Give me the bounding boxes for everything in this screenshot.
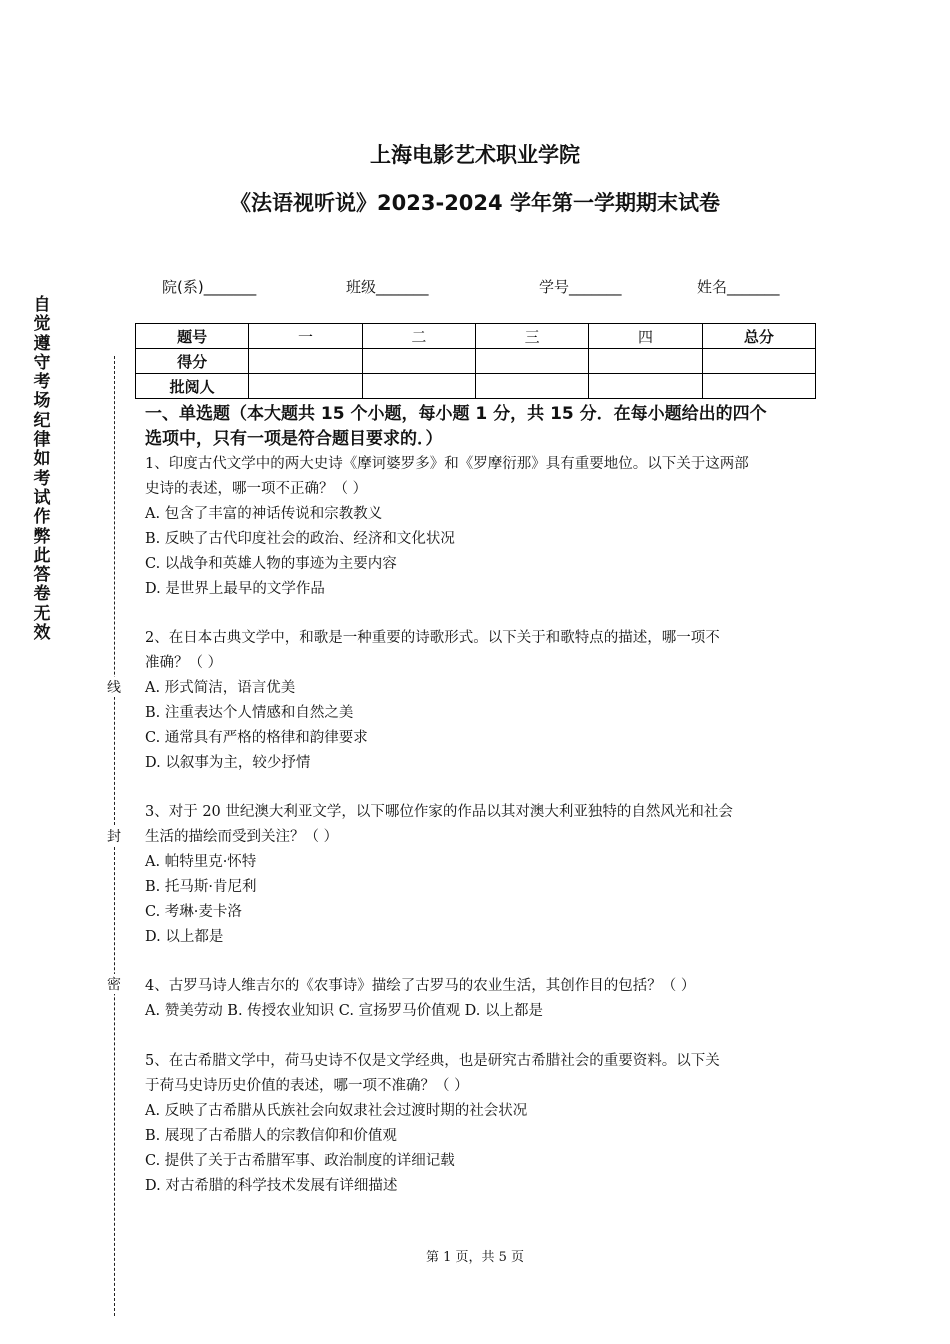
score-table-header-cell: 二 (362, 324, 475, 349)
score-table-header-cell: 题号 (136, 324, 249, 349)
page-number: 第 1 页，共 5 页 (425, 1250, 525, 1265)
question-3-option-d: D. 以上都是 (145, 929, 224, 945)
section-heading-line2: 选项中，只有一项是符合题目要求的．） (145, 429, 443, 449)
score-cell[interactable] (475, 349, 588, 374)
grader-cell[interactable] (249, 374, 362, 399)
question-1-stem-cont: 史诗的表述，哪一项不正确？（ ） (145, 481, 368, 497)
score-cell[interactable] (249, 349, 362, 374)
question-2-option-a: A. 形式简洁，语言优美 (145, 680, 296, 696)
question-1-option-b: B. 反映了古代印度社会的政治、经济和文化状况 (145, 531, 455, 547)
grader-cell[interactable] (702, 374, 815, 399)
question-5-option-d: D. 对古希腊的科学技术发展有详细描述 (145, 1178, 398, 1194)
question-5-option-a: A. 反映了古希腊从氏族社会向奴隶社会过渡时期的社会状况 (145, 1103, 528, 1119)
question-4-stem: 4、古罗马诗人维吉尔的《农事诗》描绘了古罗马的农业生活，其创作目的包括？（ ） (145, 978, 696, 994)
score-table-grader-row (136, 374, 816, 399)
binding-mark-secret: 密 (106, 974, 122, 994)
question-5-option-c: C. 提供了关于古希腊军事、政治制度的详细记载 (145, 1153, 455, 1169)
question-1-option-d: D. 是世界上最早的文学作品 (145, 581, 325, 597)
question-5-stem-cont: 于荷马史诗历史价值的表述，哪一项不准确？（ ） (145, 1078, 469, 1094)
score-table-header-cell: 总分 (702, 324, 815, 349)
grader-cell[interactable] (589, 374, 702, 399)
score-cell[interactable] (589, 349, 702, 374)
score-table-header-cell: 三 (475, 324, 588, 349)
question-1-stem: 1、印度古代文学中的两大史诗《摩诃婆罗多》和《罗摩衍那》具有重要地位。以下关于这两部 (145, 456, 749, 472)
score-table-header-cell: 四 (589, 324, 702, 349)
question-1-option-a: A. 包含了丰富的神话传说和宗教教义 (145, 506, 383, 522)
class-field: 班级_______ (346, 278, 429, 296)
exam-title: 《法语视听说》2023-2024 学年第一学期期末试卷 (230, 191, 720, 215)
question-2-option-b: B. 注重表达个人情感和自然之美 (145, 705, 354, 721)
score-cell[interactable] (362, 349, 475, 374)
question-3-option-a: A. 帕特里克·怀特 (145, 854, 257, 870)
question-1-option-c: C. 以战争和英雄人物的事迹为主要内容 (145, 556, 397, 572)
score-cell[interactable] (702, 349, 815, 374)
section-heading-line1: 一、单选题（本大题共 15 个小题，每小题 1 分，共 15 分．在每小题给出的四个 (145, 404, 767, 424)
question-2-stem: 2、在日本古典文学中，和歌是一种重要的诗歌形式。以下关于和歌特点的描述，哪一项不 (145, 630, 720, 646)
question-2-stem-cont: 准确？（ ） (145, 655, 223, 671)
binding-mark-line: 线 (106, 677, 122, 697)
question-3-stem: 3、对于 20 世纪澳大利亚文学，以下哪位作家的作品以其对澳大利亚独特的自然风光和社会 (145, 804, 733, 820)
question-4-options: A. 赞美劳动 B. 传授农业知识 C. 宣扬罗马价值观 D. 以上都是 (145, 1003, 544, 1019)
grader-row-label: 批阅人 (136, 374, 249, 399)
department-field: 院(系)_______ (162, 278, 257, 296)
grader-cell[interactable] (475, 374, 588, 399)
grader-cell[interactable] (362, 374, 475, 399)
school-name: 上海电影艺术职业学院 (370, 143, 580, 167)
student-id-field: 学号_______ (539, 278, 622, 296)
question-5-option-b: B. 展现了古希腊人的宗教信仰和价值观 (145, 1128, 397, 1144)
question-2-option-c: C. 通常具有严格的格律和韵律要求 (145, 730, 368, 746)
score-table (135, 323, 816, 399)
score-table-score-row (136, 349, 816, 374)
question-3-option-c: C. 考琳·麦卡洛 (145, 904, 242, 920)
question-2-option-d: D. 以叙事为主，较少抒情 (145, 755, 311, 771)
side-notice: 自觉遵守考场纪律如考试作弊此答卷无效 (33, 295, 51, 644)
score-row-label: 得分 (136, 349, 249, 374)
question-3-stem-cont: 生活的描绘而受到关注？（ ） (145, 829, 339, 845)
question-3-option-b: B. 托马斯·肯尼利 (145, 879, 257, 895)
name-field: 姓名_______ (697, 278, 780, 296)
score-table-header-row (136, 324, 816, 349)
score-table-header-cell: 一 (249, 324, 362, 349)
question-5-stem: 5、在古希腊文学中，荷马史诗不仅是文学经典，也是研究古希腊社会的重要资料。以下关 (145, 1053, 720, 1069)
binding-mark-seal: 封 (106, 826, 122, 846)
